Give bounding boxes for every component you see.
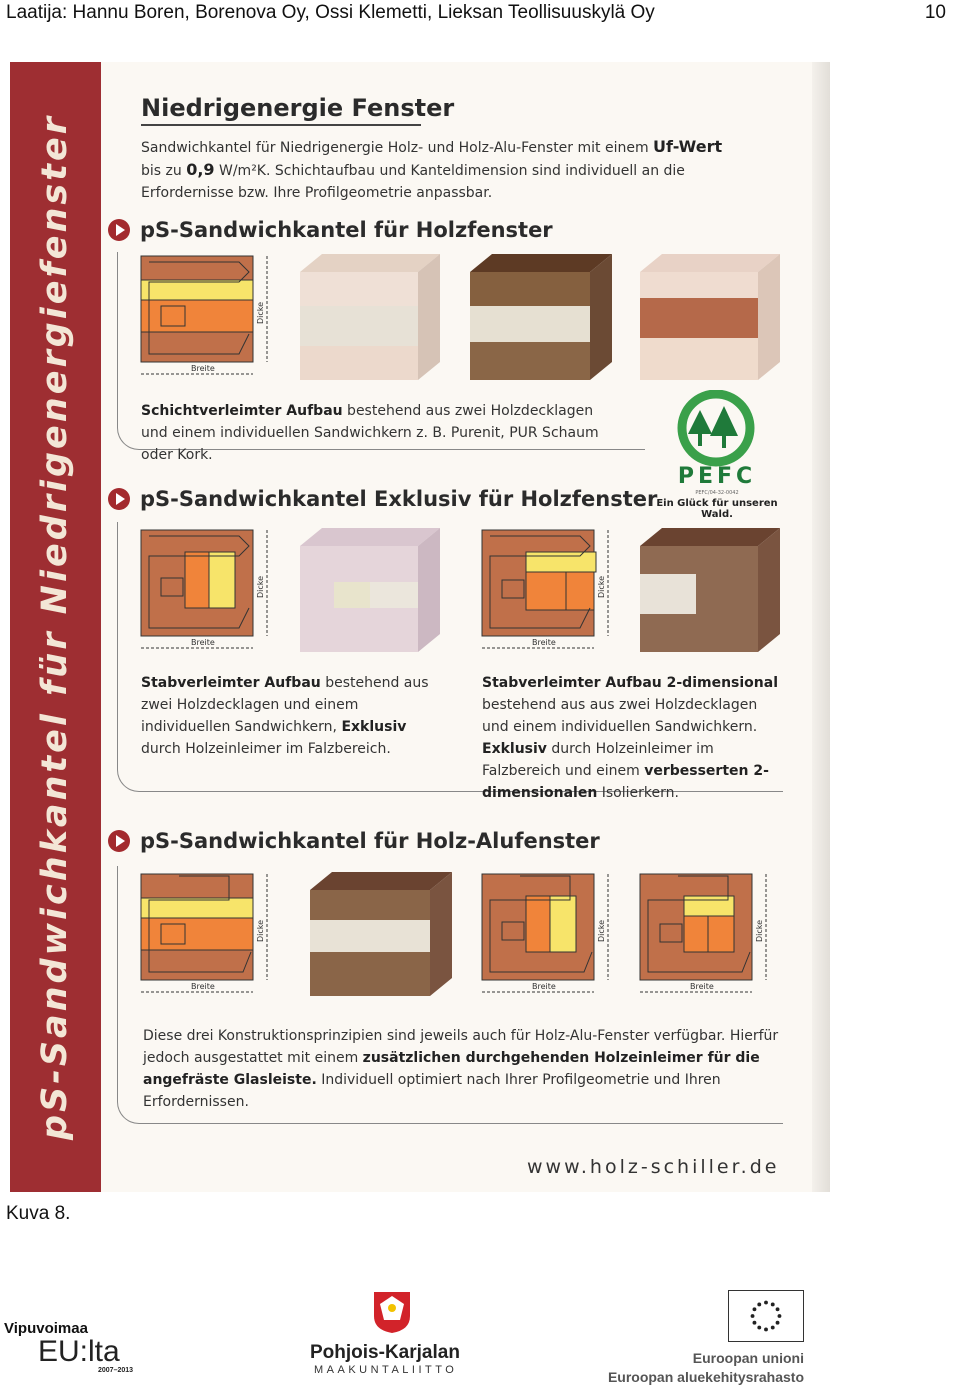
section-description: Schichtverleimter Aufbau bestehend aus zwei Holzdecklagen und einem individuellen Sandwichkern z. B. Purenit, PUR Schaum oder Kork. bbox=[141, 403, 599, 463]
svg-text:Breite: Breite bbox=[532, 982, 556, 991]
pefc-slogan: Ein Glück für unseren Wald. bbox=[656, 498, 778, 520]
wood-sample-photo bbox=[300, 254, 440, 380]
play-arrow-icon bbox=[108, 488, 130, 510]
pefc-code: PEFC/04-32-0042 bbox=[695, 490, 739, 496]
svg-text:Breite: Breite bbox=[191, 364, 215, 373]
wood-sample-photo bbox=[470, 254, 612, 380]
section-description-left: Stabverleimter Aufbau bestehend aus zwei Holzdecklagen und einem individuellen Sandwichkern, Exklusiv durch Holzeinleimer im Falzbereich. bbox=[141, 675, 429, 757]
cross-section-sketch bbox=[480, 872, 620, 1008]
scan-page-edge bbox=[812, 62, 830, 1192]
section-description-right: Stabverleimter Aufbau 2-dimensional bestehend aus aus zwei Holzdecklagen und einem individuellen Sandwichkern. Exklusiv durch Holzeinleimer im Falzbereich und einem verbesserten 2-dimensionalen Isolierkern. bbox=[482, 675, 779, 801]
document-header: Laatija: Hannu Boren, Borenova Oy, Ossi Klemetti, Lieksan Teollisuuskylä Oy bbox=[6, 2, 655, 23]
section-title-exklusiv: pS-Sandwichkantel Exklusiv für Holzfenster bbox=[108, 487, 657, 511]
svg-text:Dicke: Dicke bbox=[597, 919, 606, 942]
red-side-bar bbox=[10, 62, 101, 1192]
page-number: 10 bbox=[924, 2, 946, 23]
svg-text:Dicke: Dicke bbox=[755, 919, 764, 942]
wood-sample-photo bbox=[310, 872, 452, 996]
vipuvoimaa-logo: Vipuvoimaa EU:lta 2007–2013 bbox=[4, 1320, 134, 1374]
svg-text:Dicke: Dicke bbox=[256, 919, 265, 942]
play-arrow-icon bbox=[108, 219, 130, 241]
section-title-holzfenster: pS-Sandwichkantel für Holzfenster bbox=[108, 218, 553, 242]
cross-section-sketch bbox=[139, 254, 279, 390]
section-title-holz-alu: pS-Sandwichkantel für Holz-Alufenster bbox=[108, 829, 600, 853]
svg-text:Breite: Breite bbox=[532, 638, 556, 647]
play-arrow-icon bbox=[108, 830, 130, 852]
figure-caption: Kuva 8. bbox=[6, 1203, 71, 1224]
heading-underline bbox=[141, 124, 421, 126]
svg-text:Dicke: Dicke bbox=[256, 301, 265, 324]
cross-section-sketch bbox=[139, 872, 279, 1008]
cross-section-sketch bbox=[480, 528, 620, 664]
website-url: www.holz-schiller.de bbox=[527, 1156, 780, 1178]
cross-section-sketch bbox=[638, 872, 778, 1008]
eu-flag-icon bbox=[728, 1290, 804, 1342]
pefc-wordmark: PEFC bbox=[677, 464, 757, 489]
svg-text:Breite: Breite bbox=[690, 982, 714, 991]
scanned-brochure bbox=[10, 62, 830, 1192]
wood-sample-photo bbox=[640, 528, 780, 652]
eu-logo: Euroopan unioni Euroopan aluekehitysrahasto bbox=[600, 1290, 810, 1386]
pohjois-karjalan-logo: Pohjois-Karjalan MAAKUNTALIITTO bbox=[310, 1290, 480, 1380]
coat-of-arms-icon bbox=[372, 1290, 412, 1334]
wood-sample-photo bbox=[300, 528, 440, 652]
svg-text:Breite: Breite bbox=[191, 638, 215, 647]
brochure-heading: Niedrigenergie Fenster bbox=[141, 94, 455, 122]
section-description: Diese drei Konstruktionsprinzipien sind jeweils auch für Holz-Alu-Fenster verfügbar. Hierfür jedoch ausgestattet mit einem zusätzlichen durchgehenden Holzeinleimer für die angefräste Glasleiste. Individuell optimiert nach Ihrer Profilgeometrie und Ihren Erfordernissen. bbox=[143, 1028, 779, 1110]
svg-text:Breite: Breite bbox=[191, 982, 215, 991]
pefc-tree-icon bbox=[672, 390, 760, 470]
svg-text:Dicke: Dicke bbox=[597, 575, 606, 598]
wood-sample-photo bbox=[640, 254, 780, 380]
pefc-logo bbox=[642, 390, 792, 518]
cross-section-sketch bbox=[139, 528, 279, 664]
vertical-title: pS-Sandwichkantel für Niedrigenergiefenster bbox=[35, 114, 75, 1140]
svg-text:Dicke: Dicke bbox=[256, 575, 265, 598]
intro-text: Sandwichkantel für Niedrigenergie Holz- und Holz-Alu-Fenster mit einem Uf-Wert bis zu 0,9 W/m²K. Schichtaufbau und Kanteldimension sind individuell an die Erfordernisse bzw. Ihre Profilgeometrie anpassbar. bbox=[141, 137, 723, 201]
